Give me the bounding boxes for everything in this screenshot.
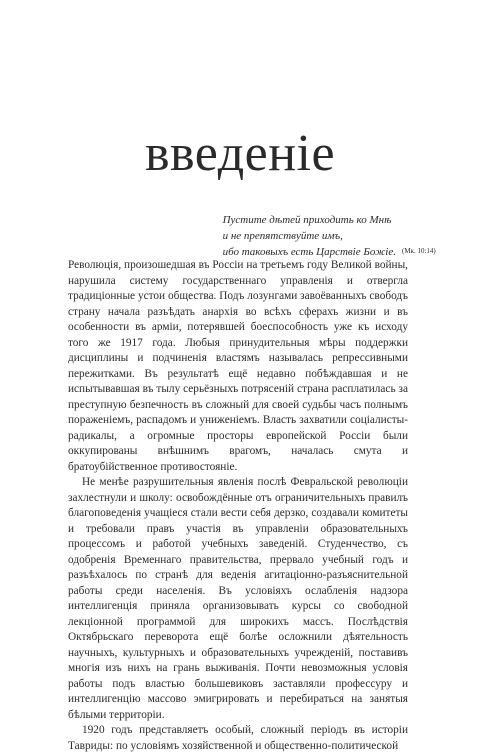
paragraph: Не менѣе разрушительныя явленія послѣ Февральской революціи захлестнули и школу: освобождённые отъ ограничительныхъ правилъ благоповеденія учащіеся стали вести себя дерзко, создавали комитеты и требовали правъ участія въ управленіи образовательныхъ процессомъ и работой учебныхъ заведеній. Студенчество, съ одобренія Временнаго правительства, прервало учебный годъ и разъѣхалось по странѣ для веденія агитаціонно-разъяснительной работы среди населенія. Въ условіяхъ ослабленія надзора интеллигенція приняла организовывать курсы со свободной лекціонной программой для широкихъ массъ. Послѣдствія Октябрьскаго переворота ещё болѣе осложнили дѣятельность научныхъ, культурныхъ и образовательныхъ учрежденій, поставивъ многія изъ нихъ на грань выживанія. Почти невозможныя условія работы подъ властью большевиковъ заставляли профессуру и интеллигенцію массово эмигрировать и перебираться на занятыя бѣлыми территоріи.	[68, 476, 408, 721]
paragraph: Революція, произошедшая въ Россіи на третьемъ году Великой войны, нарушила систему государственнаго управленія и отвергла традиціонные устои общества. Подъ лозунгами завоёванныхъ свободъ страну начала разъѣдать анархія во всѣхъ сферахъ жизни и въ особенности въ арміи, потерявшей боеспособность уже къ исходу того же 1917 года. Любыя принудительныя мѣры поддержки дисциплины и подчиненія властямъ называлась репрессивными пережитками. Въ результатѣ ещё недавно побѣждавшая и не испытывавшая въ тылу серьёзныхъ потрясеній страна расплатилась за преступную безпечность въ сложный для своей судьбы часъ полнымъ пораженіемъ, распадомъ и униженіемъ. Власть захватили соціалисты-радикалы, а огромные просторы европейской Россіи были оккупированы внѣшнимъ врагомъ, началась смута и братоубійственное противостояніе.	[68, 259, 408, 473]
epigraph-line: Пустите дѣтей приходить ко Мнѣ	[222, 214, 392, 226]
epigraph	[222, 212, 436, 260]
epigraph-line-text: ибо таковыхъ есть Царствіе Божіе.	[222, 246, 396, 258]
chapter-title: введеніе	[145, 125, 336, 182]
paragraph: 1920 годъ представляетъ особый, сложный періодъ въ исторіи Тавриды: по условіямъ хозяйственной и общественно-политической	[68, 724, 408, 752]
epigraph-line: и не препятствуйте имъ,	[222, 230, 343, 242]
body-text	[68, 258, 408, 754]
epigraph-reference: (Мк. 10:14)	[402, 247, 436, 255]
